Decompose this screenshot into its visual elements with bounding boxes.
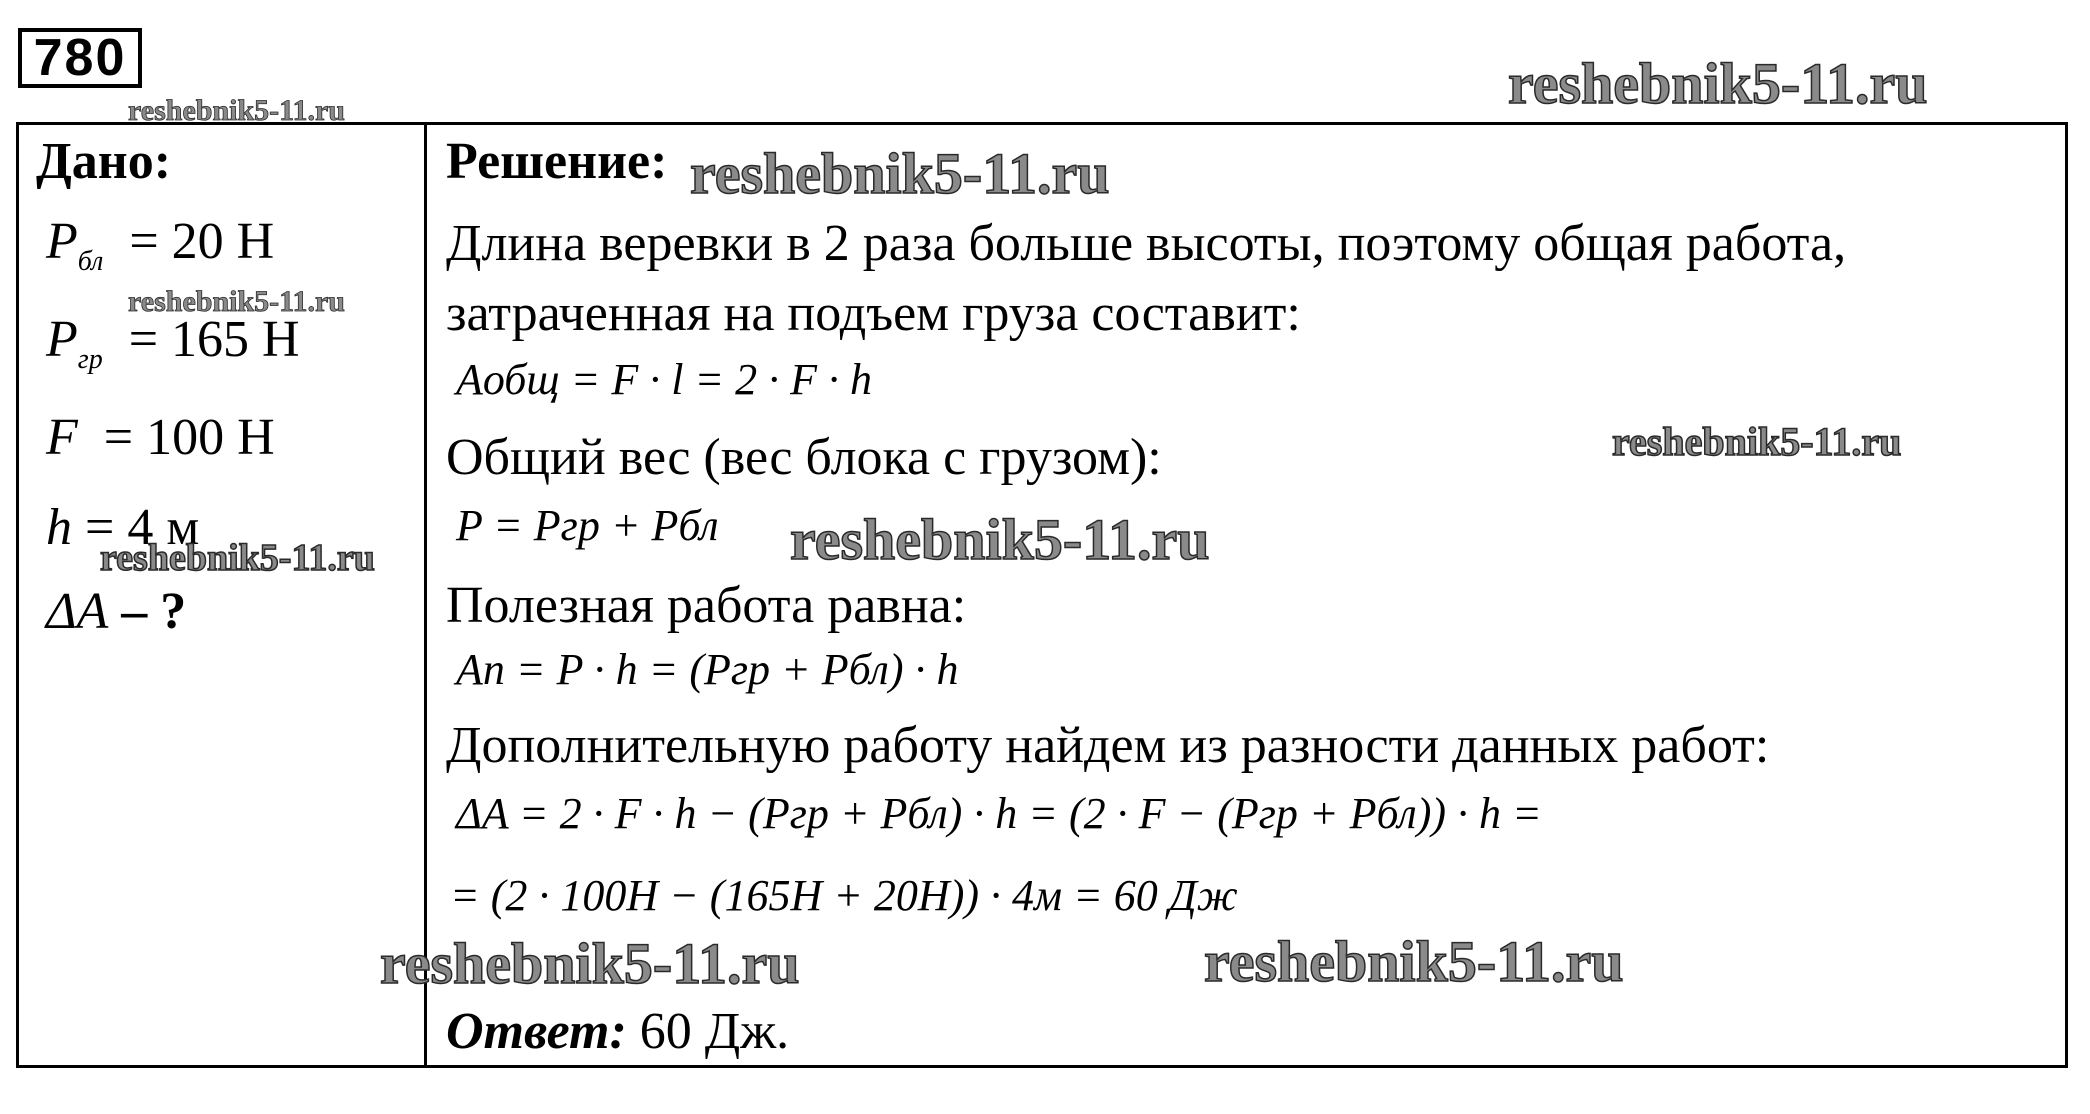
solution-line-2: затраченная на подъем груза составит:: [446, 285, 1301, 342]
column-divider: [424, 122, 427, 1068]
given-item-weight-load: $P_{гр} = 165$ Н: [46, 311, 300, 375]
solution-line-3: Общий вес (вес блока с грузом):: [446, 429, 1162, 486]
solution-header: Решение:: [446, 133, 668, 190]
formula-useful-work: Aп = P · h = (Pгр + Pбл) · h: [456, 645, 959, 694]
given-header: Дано:: [36, 133, 172, 190]
given-item-height: h = 4 м: [46, 499, 200, 556]
answer-value: 60 Дж.: [639, 1003, 790, 1060]
given-item-force: F = 100 Н: [46, 409, 275, 466]
watermark-mid-right: reshebnik5-11.ru: [1612, 419, 1902, 464]
solution-line-5: Дополнительную работу найдем из разности данных работ:: [446, 717, 1770, 774]
watermark-top-right: reshebnik5-11.ru: [1508, 51, 1928, 116]
watermark-bottom-right: reshebnik5-11.ru: [1204, 929, 1624, 994]
solution-line-1: Длина веревки в 2 раза больше высоты, поэтому общая работа,: [446, 215, 1847, 272]
watermark-header: reshebnik5-11.ru: [690, 141, 1110, 206]
watermark-small-3: reshebnik5-11.ru: [100, 537, 375, 579]
formula-calculation: = (2 · 100H − (165H + 20H)) · 4м = 60 Дж: [450, 871, 1238, 920]
given-item-unknown: ΔA – ?: [46, 583, 187, 640]
formula-total-weight: P = Pгр + Pбл: [456, 501, 719, 550]
answer-line: [446, 1002, 789, 1062]
formula-total-work: Aобщ = F · l = 2 · F · h: [456, 355, 873, 404]
solution-line-4: Полезная работа равна:: [446, 577, 967, 634]
watermark-small-1: reshebnik5-11.ru: [128, 94, 345, 127]
answer-label: Ответ:: [446, 1003, 627, 1060]
watermark-bottom-left: reshebnik5-11.ru: [380, 931, 800, 996]
watermark-mid: reshebnik5-11.ru: [790, 507, 1210, 572]
formula-extra-work: ΔA = 2 · F · h − (Pгр + Pбл) · h = (2 · F − (Pгр + Pбл)) · h =: [456, 789, 1542, 838]
watermark-small-2: reshebnik5-11.ru: [128, 285, 345, 318]
problem-number: 780: [18, 28, 142, 88]
given-item-weight-block: $P_{бл} = 20$ Н: [46, 213, 275, 277]
